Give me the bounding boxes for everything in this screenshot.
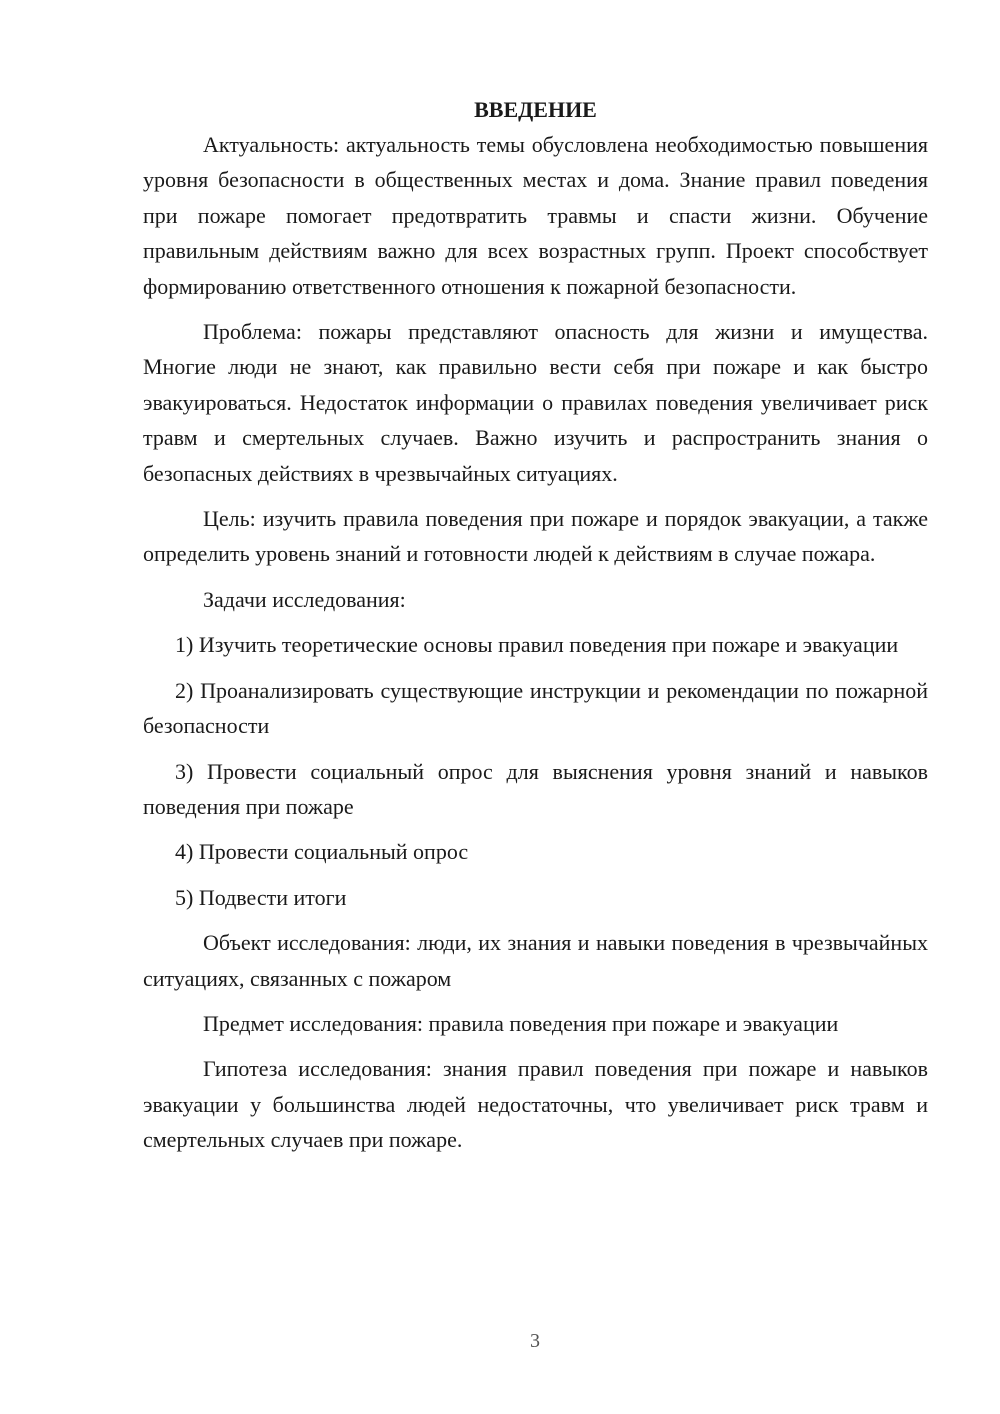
task-item-2: 2) Проанализировать существующие инструкции и рекомендации по пожарной безопасности <box>143 677 928 739</box>
paragraph-relevance: Актуальность: актуальность темы обусловлена необходимостью повышения уровня безопасности в общественных местах и дома. Знание правил поведения при пожаре помогает предотвратить травмы и спасти жизни. Обучение правильным действиям важно для всех возрастных групп. Проект способствует формированию ответственного отношения к пожарной безопасности. <box>143 132 928 299</box>
paragraph-goal: Цель: изучить правила поведения при пожаре и порядок эвакуации, а также определить уровень знаний и готовности людей к действиям в случае пожара. <box>143 506 928 567</box>
page-title: ВВЕДЕНИЕ <box>474 97 597 122</box>
task-item-3: 3) Провести социальный опрос для выяснения уровня знаний и навыков поведения при пожаре <box>143 758 928 819</box>
task-item-5: 5) Подвести итоги <box>175 884 347 910</box>
task-item-1: 1) Изучить теоретические основы правил поведения при пожаре и эвакуации <box>175 632 899 658</box>
paragraph-object: Объект исследования: люди, их знания и навыки поведения в чрезвычайных ситуациях, связанных с пожаром <box>143 930 928 991</box>
paragraph-subject: Предмет исследования: правила поведения при пожаре и эвакуации <box>203 1010 839 1036</box>
document-page <box>143 92 928 1168</box>
paragraph-tasks-heading: Задачи исследования: <box>203 586 406 612</box>
paragraph-problem: Проблема: пожары представляют опасность для жизни и имущества. Многие люди не знают, как правильно вести себя при пожаре и как быстро эвакуироваться. Недостаток информации о правилах поведения увеличивает риск травм и смертельных случаев. Важно изучить и распространить знания о безопасных действиях в чрезвычайных ситуациях. <box>143 319 928 486</box>
page-number: 3 <box>530 1330 540 1352</box>
paragraph-hypothesis: Гипотеза исследования: знания правил поведения при пожаре и навыков эвакуации у большинства людей недостаточны, что увеличивает риск травм и смертельных случаев при пожаре. <box>143 1056 928 1153</box>
task-item-4: 4) Провести социальный опрос <box>175 839 469 865</box>
